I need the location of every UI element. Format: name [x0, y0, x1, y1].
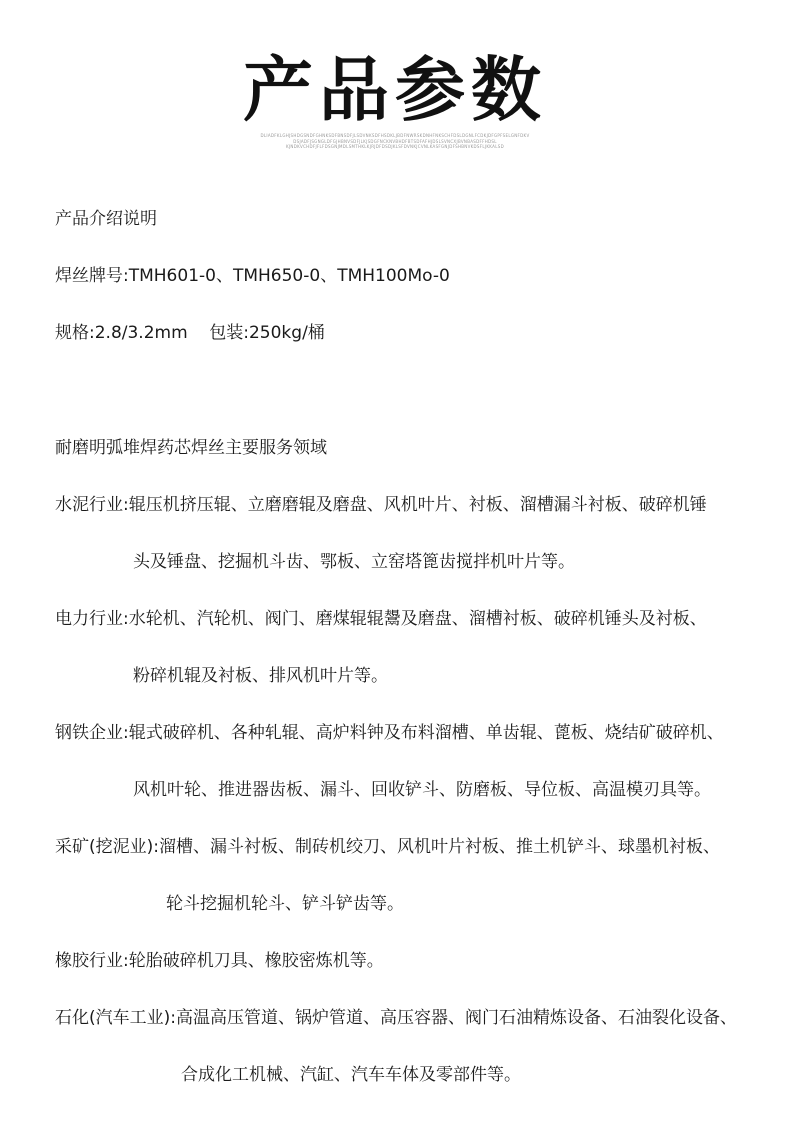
microtext-line: DLIADFKLGHJSHDGSNDFGHNKSDFBNSDFJLSDVNKSDFHSDKLJBDFNWRSKDNHFNKSCHFDSLDGNLFCDKJDFGPFSELGNFDKV	[260, 133, 530, 138]
service-line-cement-cont: 头及锤盘、挖掘机斗齿、鄂板、立窑塔篦齿搅拌机叶片等。	[133, 552, 575, 572]
service-line-petrochem-cont: 合成化工机械、汽缸、汽车车体及零部件等。	[181, 1065, 521, 1085]
decorative-microtext	[245, 133, 545, 150]
intro-heading: 产品介绍说明	[55, 209, 157, 229]
model-line: 焊丝牌号:TMH601-0、TMH650-0、TMH100Mo-0	[55, 266, 450, 286]
service-line-cement: 水泥行业:辊压机挤压辊、立磨磨辊及磨盘、风机叶片、衬板、溜槽漏斗衬板、破碎机锤	[55, 495, 707, 515]
service-line-power: 电力行业:水轮机、汽轮机、阀门、磨煤辊辊鬹及磨盘、溜槽衬板、破碎机锤头及衬板、	[55, 609, 707, 629]
service-line-rubber: 橡胶行业:轮胎破碎机刀具、橡胶密炼机等。	[55, 951, 384, 971]
service-line-petrochem: 石化(汽车工业):高温高压管道、锅炉管道、高压容器、阀门石油精炼设备、石油裂化设备、	[55, 1008, 737, 1028]
microtext-line: KJNDKVCHDFJFLFDSGNJMDLSMTHKLKJRJDFDSDJKLSFDVNKJCVNLKASFGNJDFSHBNVKDSFLJKKALSD	[286, 144, 504, 149]
microtext-line: DSJADFJSGNGLDFGJHBNVSDFJLKJSDGFNCKNVBHDFBTSDFAFHJDSLSVNCXJBVNBASDFFHDSL	[293, 138, 497, 144]
service-heading: 耐磨明弧堆焊药芯焊丝主要服务领域	[55, 438, 327, 458]
service-line-mining: 采矿(挖泥业):溜槽、漏斗衬板、制砖机绞刀、风机叶片衬板、推土机铲斗、球墨机衬板、	[55, 837, 720, 857]
spec-line: 规格:2.8/3.2mm 包装:250kg/桶	[55, 323, 325, 343]
page-title: 产品参数	[243, 49, 547, 131]
service-line-steel: 钢铁企业:辊式破碎机、各种轧辊、高炉料钟及布料溜槽、单齿辊、蓖板、烧结矿破碎机、	[55, 723, 724, 743]
service-line-steel-cont: 风机叶轮、推进器齿板、漏斗、回收铲斗、防磨板、导位板、高温模刃具等。	[133, 780, 711, 800]
service-line-power-cont: 粉碎机辊及衬板、排风机叶片等。	[133, 666, 388, 686]
service-line-mining-cont: 轮斗挖掘机轮斗、铲斗铲齿等。	[166, 894, 404, 914]
